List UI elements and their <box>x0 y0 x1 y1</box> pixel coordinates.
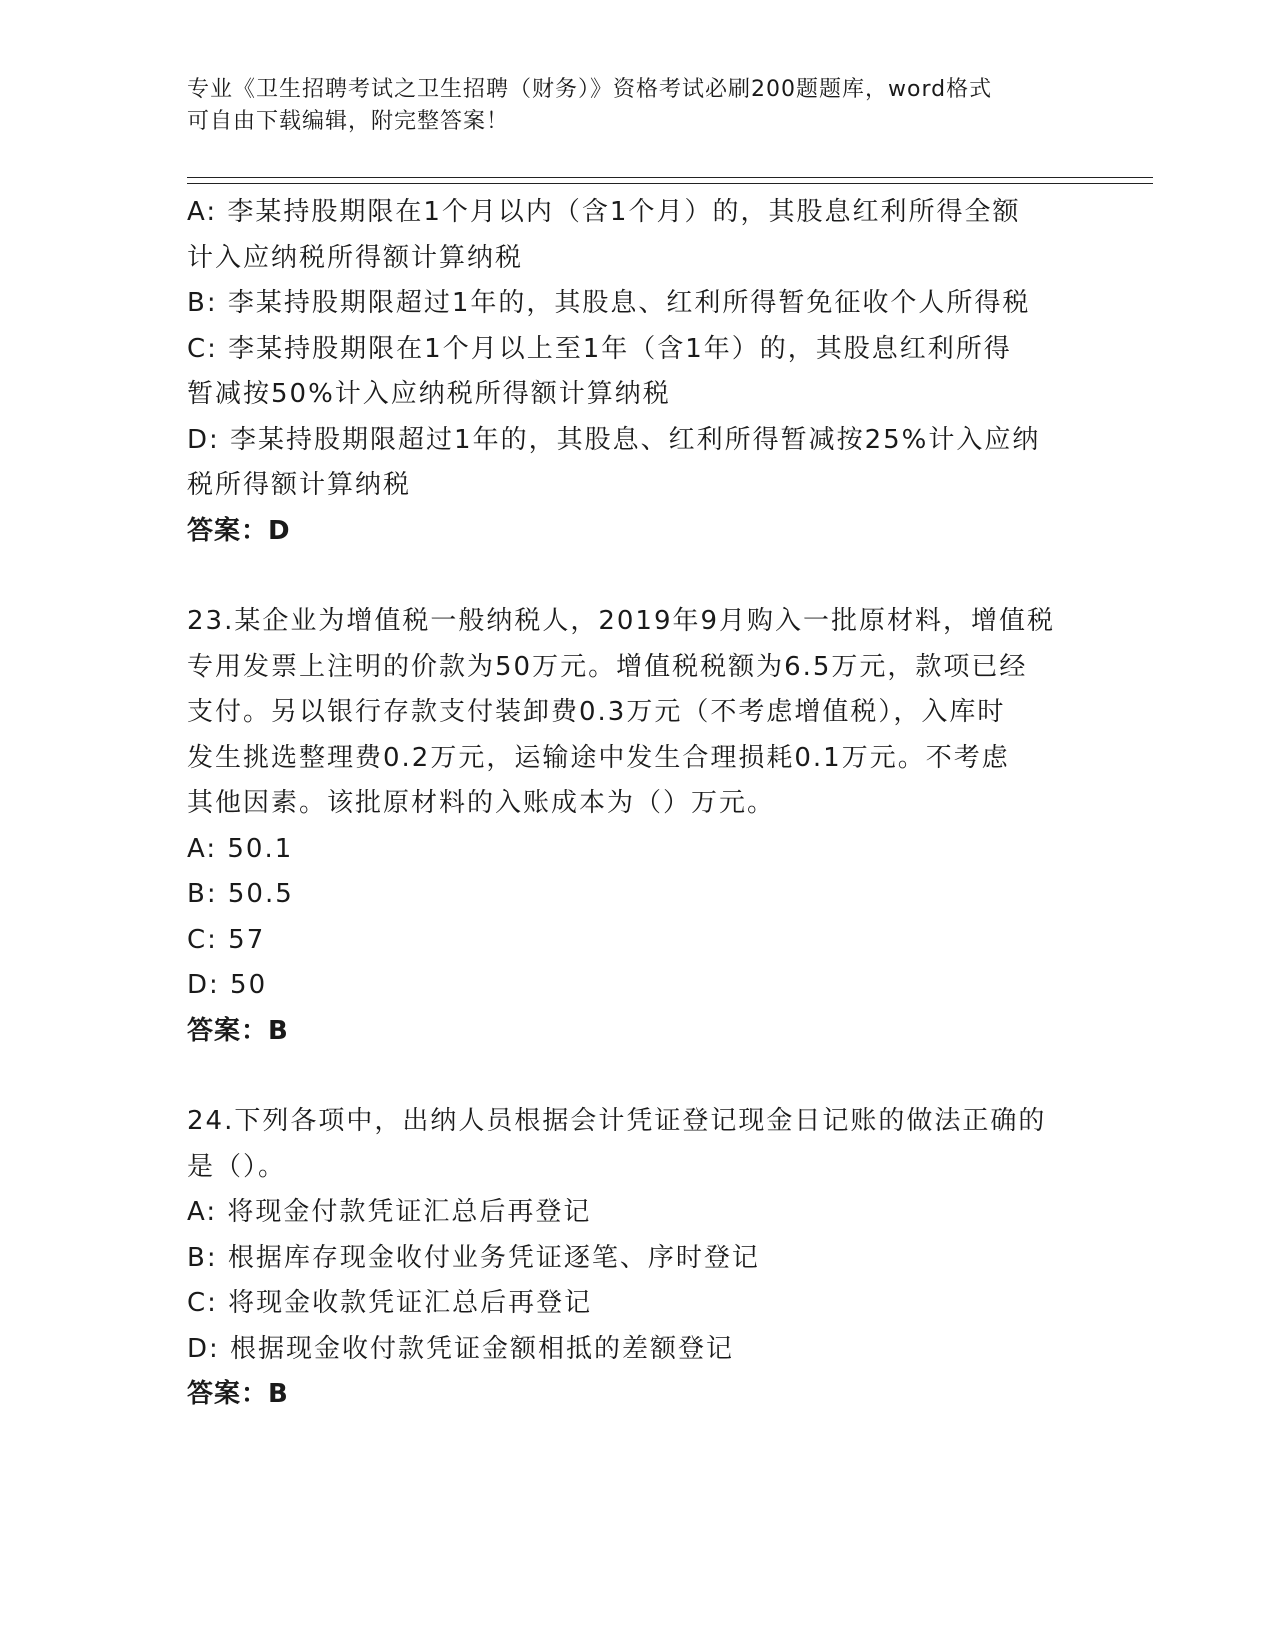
q23-option-a: A: 50.1 <box>187 833 294 864</box>
q23-option-c: C: 57 <box>187 924 266 955</box>
q24-stem-line-1: 24.下列各项中，出纳人员根据会计凭证登记现金日记账的做法正确的 <box>187 1106 1047 1136</box>
q22-option-a: A: 李某持股期限在1个月以内（含1个月）的，其股息红利所得全额 <box>187 197 1021 227</box>
question-22-block <box>187 190 1087 554</box>
q23-option-b: B: 50.5 <box>187 879 294 909</box>
spacer <box>187 1054 1087 1099</box>
q22-option-c-continued: 暂减按50%计入应纳税所得额计算纳税 <box>187 379 671 409</box>
q22-option-d-continued: 税所得额计算纳税 <box>187 470 412 500</box>
q23-stem-line-3: 支付。另以银行存款支付装卸费0.3万元（不考虑增值税），入库时 <box>187 697 1006 727</box>
q24-stem-line-2: 是（）。 <box>187 1151 287 1182</box>
q23-stem-line-4: 发生挑选整理费0.2万元，运输途中发生合理损耗0.1万元。不考虑 <box>187 742 1010 773</box>
header-rule-top <box>187 177 1153 178</box>
q22-option-d: D: 李某持股期限超过1年的，其股息、红利所得暂减按25%计入应纳 <box>187 424 1041 455</box>
q24-answer: 答案：B <box>187 1379 289 1409</box>
q24-option-c: C: 将现金收款凭证汇总后再登记 <box>187 1288 593 1318</box>
q24-option-d: D: 根据现金收付款凭证金额相抵的差额登记 <box>187 1333 735 1364</box>
header-rule-bottom <box>187 183 1153 184</box>
spacer <box>187 554 1087 599</box>
question-23-block <box>187 599 1087 1054</box>
q23-stem-line-2: 专用发票上注明的价款为50万元。增值税税额为6.5万元，款项已经 <box>187 651 1028 682</box>
q23-answer: 答案：B <box>187 1015 289 1046</box>
q22-option-a-continued: 计入应纳税所得额计算纳税 <box>187 242 524 273</box>
q22-option-b: B: 李某持股期限超过1年的，其股息、红利所得暂免征收个人所得税 <box>187 288 1031 318</box>
q23-stem-line-5: 其他因素。该批原材料的入账成本为（）万元。 <box>187 788 776 818</box>
question-24-block <box>187 1099 1087 1418</box>
q24-option-b: B: 根据库存现金收付业务凭证逐笔、序时登记 <box>187 1242 760 1273</box>
header-title-line-1: 专业《卫生招聘考试之卫生招聘（财务）》资格考试必刷200题题库，word格式 <box>187 77 993 102</box>
header-title-line-2: 可自由下载编辑，附完整答案！ <box>187 109 510 134</box>
q22-option-c: C: 李某持股期限在1个月以上至1年（含1年）的，其股息红利所得 <box>187 333 1012 364</box>
q22-answer: 答案：D <box>187 515 291 546</box>
document-header <box>187 74 1087 138</box>
q23-stem-line-1: 23.某企业为增值税一般纳税人，2019年9月购入一批原材料，增值税 <box>187 606 1056 636</box>
document-body <box>187 190 1087 1418</box>
q24-option-a: A: 将现金付款凭证汇总后再登记 <box>187 1197 592 1227</box>
q23-option-d: D: 50 <box>187 970 268 1000</box>
